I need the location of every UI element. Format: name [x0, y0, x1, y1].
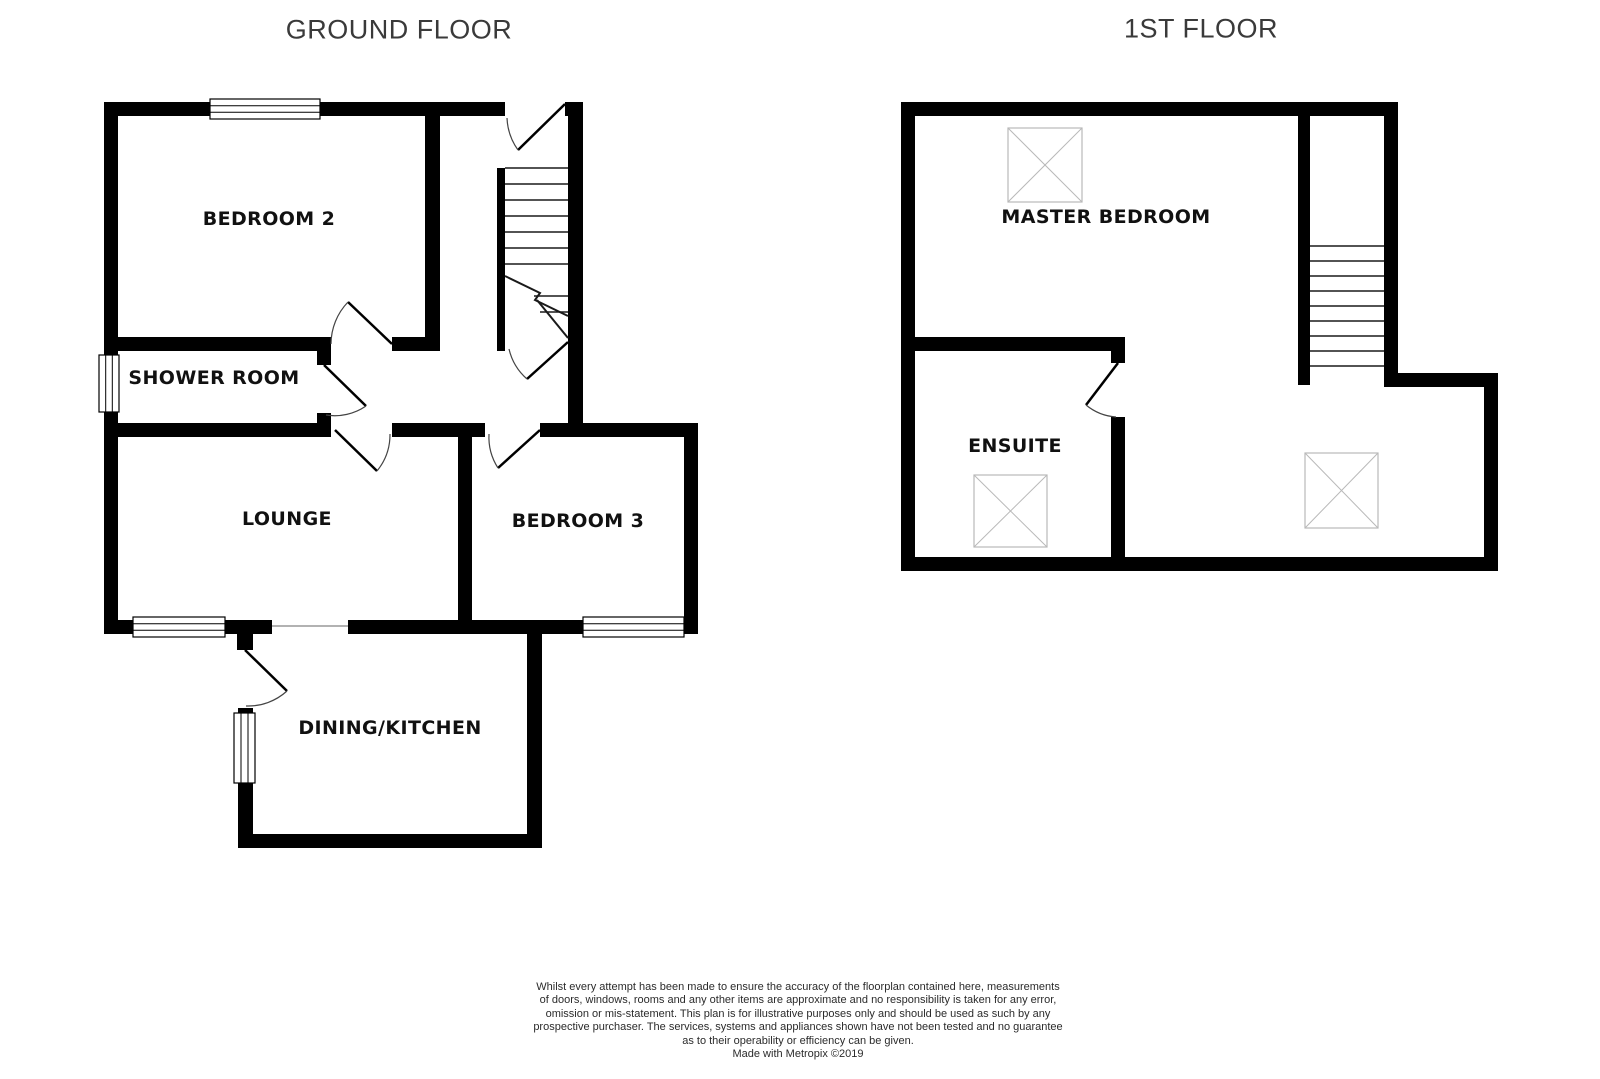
first-floor-title: 1ST FLOOR — [1123, 13, 1279, 44]
first-floor-plan — [901, 102, 1498, 571]
disclaimer-line: prospective purchaser. The services, systems and appliances shown have not been tested and no guarantee — [533, 1021, 1063, 1034]
bedroom2-window — [210, 99, 320, 119]
staircase — [1310, 246, 1384, 366]
ground-floor-title: GROUND FLOOR — [285, 14, 513, 45]
lounge-door-swing — [335, 430, 390, 471]
room-label-lounge: LOUNGE — [242, 508, 332, 530]
dining-kitchen-door-swing — [245, 650, 287, 706]
bedroom3-door-swing — [489, 430, 540, 468]
shower-room-window — [99, 355, 119, 412]
disclaimer-line: as to their operability or efficiency can be given. — [682, 1034, 914, 1047]
ensuite-door-swing — [1086, 363, 1118, 417]
disclaimer-line: Whilst every attempt has been made to ensure the accuracy of the floorplan contained here, measurements — [536, 981, 1060, 993]
room-label-bedroom3: BEDROOM 3 — [511, 510, 645, 532]
entrance-door-swing — [507, 104, 565, 150]
bedroom2-door-swing — [331, 302, 392, 344]
shower-room-door-swing — [324, 365, 366, 416]
dining-kitchen-window — [234, 713, 255, 783]
master-bedroom-skylight-symbol — [1008, 128, 1082, 202]
disclaimer-credit: Made with Metropix ©2019 — [732, 1048, 864, 1061]
room-label-shower-room: SHOWER ROOM — [128, 367, 300, 389]
bedroom3-window — [583, 617, 684, 637]
staircase — [505, 168, 568, 338]
disclaimer-line: omission or mis-statement. This plan is for illustrative purposes only and should be used as such by any — [545, 1007, 1051, 1020]
stairs-door-swing — [509, 342, 568, 379]
landing-skylight-symbol — [1305, 453, 1378, 528]
room-label-bedroom2: BEDROOM 2 — [202, 208, 336, 230]
room-label-master-bedroom: MASTER BEDROOM — [1001, 206, 1211, 228]
lounge-window — [133, 617, 225, 637]
disclaimer-line: of doors, windows, rooms and any other items are approximate and no responsibility is taken for any error, — [539, 994, 1057, 1007]
room-label-ensuite: ENSUITE — [968, 435, 1062, 457]
ensuite-skylight-symbol — [974, 475, 1047, 547]
disclaimer-text — [498, 981, 1098, 1061]
room-label-dining-kitchen: DINING/KITCHEN — [298, 717, 482, 739]
